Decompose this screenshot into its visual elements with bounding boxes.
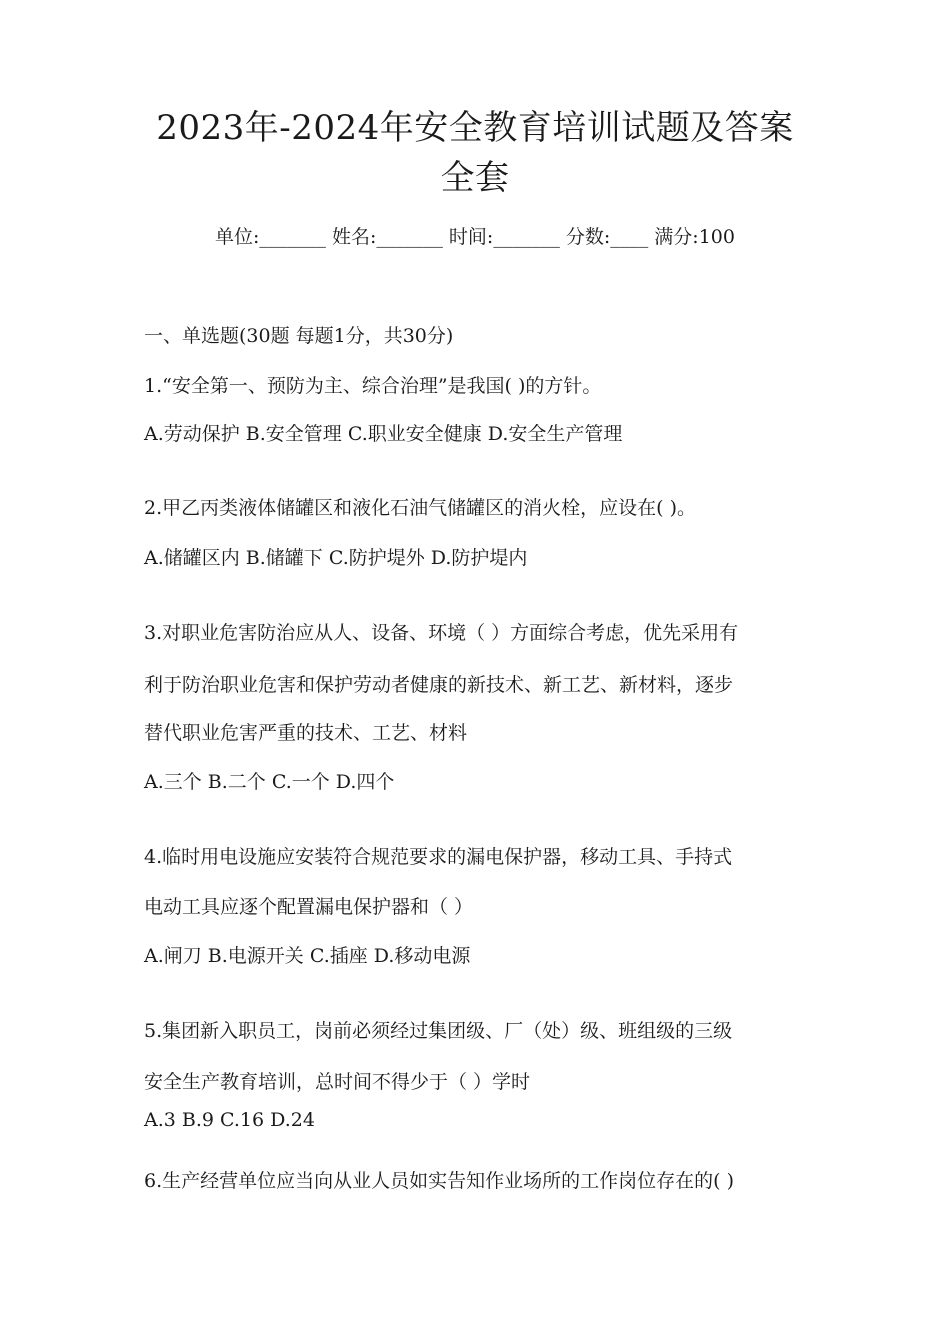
question-2-text: 2.甲乙丙类液体储罐区和液化石油气储罐区的消火栓，应设在( )。 — [144, 497, 696, 519]
question-4-text-line-1: 4.临时用电设施应安装符合规范要求的漏电保护器，移动工具、手持式 — [144, 846, 733, 868]
question-2-options: A.储罐区内 B.储罐下 C.防护堤外 D.防护堤内 — [144, 547, 528, 569]
section-heading: 一、单选题(30题 每题1分，共30分) — [144, 325, 454, 347]
document-title-line-2: 全套 — [440, 158, 510, 198]
question-3-text-line-1: 3.对职业危害防治应从人、设备、环境（ ）方面综合考虑，优先采用有 — [144, 622, 739, 644]
question-5-text-line-1: 5.集团新入职员工，岗前必须经过集团级、厂（处）级、班组级的三级 — [144, 1020, 733, 1042]
exam-info-line: 单位:_______ 姓名:_______ 时间:_______ 分数:____ 满分:100 — [215, 226, 735, 248]
question-4-text-line-2: 电动工具应逐个配置漏电保护器和（ ） — [144, 896, 474, 918]
question-5-options: A.3 B.9 C.16 D.24 — [144, 1109, 315, 1131]
question-3-options: A.三个 B.二个 C.一个 D.四个 — [144, 771, 395, 793]
question-1-options: A.劳动保护 B.安全管理 C.职业安全健康 D.安全生产管理 — [144, 423, 623, 445]
question-6-text: 6.生产经营单位应当向从业人员如实告知作业场所的工作岗位存在的( ) — [144, 1170, 734, 1192]
question-4-options: A.闸刀 B.电源开关 C.插座 D.移动电源 — [144, 945, 471, 967]
question-1-text: 1.“安全第一、预防为主、综合治理”是我国( )的方针。 — [144, 375, 602, 397]
question-3-text-line-2: 利于防治职业危害和保护劳动者健康的新技术、新工艺、新材料，逐步 — [144, 674, 734, 696]
document-title-line-1: 2023年-2024年安全教育培训试题及答案 — [156, 108, 794, 148]
question-3-text-line-3: 替代职业危害严重的技术、工艺、材料 — [144, 722, 468, 744]
question-5-text-line-2: 安全生产教育培训，总时间不得少于（ ）学时 — [144, 1071, 531, 1093]
